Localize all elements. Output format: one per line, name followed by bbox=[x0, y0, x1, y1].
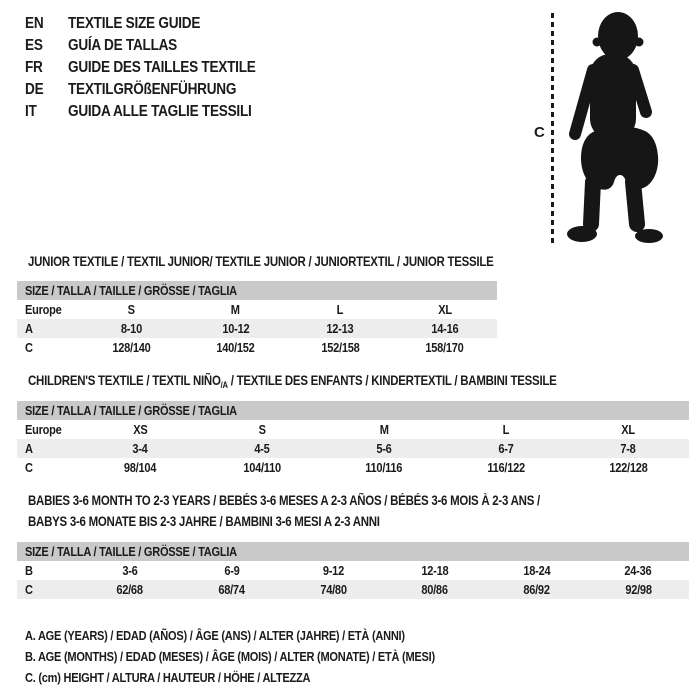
height-measure-line bbox=[551, 13, 554, 243]
legend-line-b: B. AGE (MONTHS) / EDAD (MESES) / ÂGE (MOIS) / ALTER (MONATE) / ETÀ (MESI) bbox=[25, 649, 435, 664]
language-code: ES bbox=[25, 37, 43, 54]
table-cell: 80/86 bbox=[421, 582, 449, 597]
table-row-age bbox=[17, 439, 689, 458]
table-cell: M bbox=[379, 422, 389, 437]
table-cell: 4-5 bbox=[254, 441, 270, 456]
table-cell: L bbox=[502, 422, 510, 437]
language-row bbox=[25, 35, 196, 57]
junior-size-table bbox=[17, 281, 497, 357]
measurement-legend bbox=[25, 625, 507, 688]
table-cell: L bbox=[336, 302, 344, 317]
table-row-europe bbox=[17, 300, 497, 319]
table-cell: 62/68 bbox=[116, 582, 144, 597]
table-cell: 3-6 bbox=[122, 563, 138, 578]
table-cell: M bbox=[231, 302, 241, 317]
table-cell: 14-16 bbox=[431, 321, 459, 336]
table-cell: 12-18 bbox=[421, 563, 449, 578]
language-title: GUIDE DES TAILLES TEXTILE bbox=[68, 59, 256, 76]
table-cell: 3-4 bbox=[132, 441, 148, 456]
table-cell: 9-12 bbox=[322, 563, 344, 578]
table-cell: XS bbox=[132, 422, 148, 437]
table-cell: 10-12 bbox=[222, 321, 250, 336]
language-row bbox=[25, 79, 266, 101]
row-label: Europe bbox=[25, 302, 62, 317]
table-cell: 152/158 bbox=[321, 340, 360, 355]
table-cell: 24-36 bbox=[624, 563, 652, 578]
table-cell: S bbox=[127, 302, 135, 317]
row-label: C bbox=[25, 340, 33, 355]
table-cell: 12-13 bbox=[326, 321, 354, 336]
table-size-header: SIZE / TALLA / TAILLE / GRÖSSE / TAGLIA bbox=[17, 542, 689, 561]
table-size-header: SIZE / TALLA / TAILLE / GRÖSSE / TAGLIA bbox=[17, 401, 689, 420]
table-cell: 7-8 bbox=[620, 441, 636, 456]
children-size-table bbox=[17, 401, 689, 477]
table-row-height bbox=[17, 458, 689, 477]
language-title: TEXTILGRÖßENFÜHRUNG bbox=[68, 81, 237, 98]
language-row bbox=[25, 13, 224, 35]
row-label: A bbox=[25, 321, 33, 336]
table-cell: 122/128 bbox=[608, 460, 648, 475]
language-code: FR bbox=[25, 59, 43, 76]
row-label: Europe bbox=[25, 422, 62, 437]
table-cell: 5-6 bbox=[376, 441, 392, 456]
language-row bbox=[25, 57, 289, 79]
table-cell: 92/98 bbox=[624, 582, 652, 597]
table-cell: 18-24 bbox=[522, 563, 550, 578]
row-label: C bbox=[25, 460, 33, 475]
language-title: GUÍA DE TALLAS bbox=[68, 37, 178, 54]
table-cell: 104/110 bbox=[243, 460, 281, 475]
row-label: C bbox=[25, 582, 33, 597]
table-cell: 68/74 bbox=[218, 582, 245, 597]
table-row-height bbox=[17, 338, 497, 357]
table-cell: XL bbox=[621, 422, 635, 437]
language-title: GUIDA ALLE TAGLIE TESSILI bbox=[68, 103, 252, 120]
language-row bbox=[25, 101, 284, 123]
table-cell: 8-10 bbox=[120, 321, 142, 336]
table-cell: S bbox=[258, 422, 266, 437]
table-row-height bbox=[17, 580, 689, 599]
table-row-age bbox=[17, 319, 497, 338]
babies-size-table bbox=[17, 542, 689, 599]
row-label: B bbox=[25, 563, 33, 578]
table-cell: 74/80 bbox=[319, 582, 347, 597]
language-title: TEXTILE SIZE GUIDE bbox=[68, 15, 201, 32]
table-cell: 128/140 bbox=[112, 340, 151, 355]
table-row-age-months bbox=[17, 561, 689, 580]
language-code: DE bbox=[25, 81, 44, 98]
babies-section-title: BABIES 3-6 MONTH TO 2-3 YEARS / BEBÉS 3-6 MESES A 2-3 AÑOS / BÉBÉS 3-6 MOIS À 2-3 ANS / BABYS 3-6 MONATE BIS 2-3 JAHRE / BAMBINI 3-6 MESI A 2-3 ANNI bbox=[28, 493, 540, 529]
row-label: A bbox=[25, 441, 33, 456]
language-code: IT bbox=[25, 103, 37, 120]
table-cell: 86/92 bbox=[523, 582, 550, 597]
toddler-silhouette-icon bbox=[563, 10, 663, 245]
language-code: EN bbox=[25, 15, 44, 32]
table-row-europe bbox=[17, 420, 689, 439]
junior-section-title: JUNIOR TEXTILE / TEXTIL JUNIOR/ TEXTILE JUNIOR / JUNIORTEXTIL / JUNIOR TESSILE bbox=[28, 254, 494, 269]
table-cell: 6-9 bbox=[223, 563, 240, 578]
table-cell: 140/152 bbox=[216, 340, 255, 355]
table-cell: 98/104 bbox=[123, 460, 157, 475]
table-cell: 158/170 bbox=[425, 340, 464, 355]
table-cell: 6-7 bbox=[498, 441, 514, 456]
children-section-title: CHILDREN'S TEXTILE / TEXTIL $NIÑO_{/A}$ / TEXTILE DES ENFANTS / KINDERTEXTIL / BAMBINI TESSILE bbox=[28, 373, 557, 390]
height-measure-label: C bbox=[534, 124, 545, 141]
table-cell: 110/116 bbox=[365, 460, 403, 475]
table-cell: XL bbox=[437, 302, 452, 317]
table-cell: 116/122 bbox=[487, 460, 525, 475]
legend-line-c: C. (cm) HEIGHT / ALTURA / HAUTEUR / HÖHE / ALTEZZA bbox=[25, 670, 311, 685]
table-size-header: SIZE / TALLA / TAILLE / GRÖSSE / TAGLIA bbox=[17, 281, 497, 300]
legend-line-a: A. AGE (YEARS) / EDAD (AÑOS) / ÂGE (ANS) / ALTER (JAHRE) / ETÀ (ANNI) bbox=[25, 628, 405, 643]
